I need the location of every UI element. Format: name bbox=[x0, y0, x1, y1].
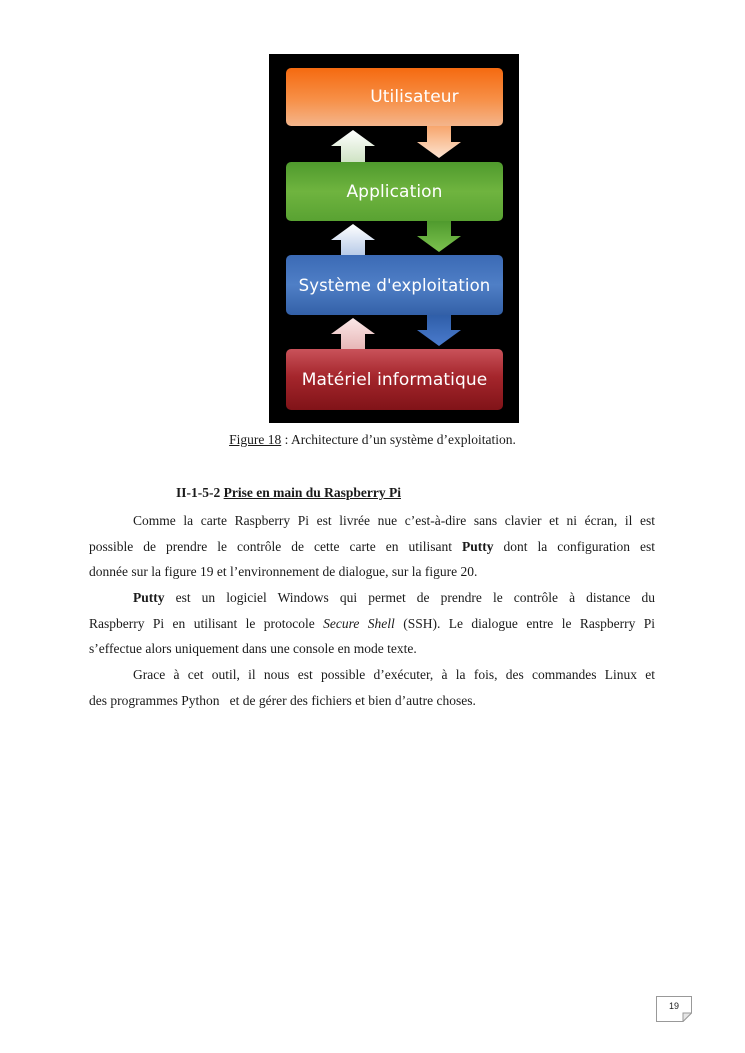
section-title: Prise en main du Raspberry Pi bbox=[223, 485, 401, 500]
caption-text: : Architecture d’un système d’exploitation. bbox=[281, 432, 516, 447]
paragraph-line: s’effectue alors uniquement dans une console en mode texte. bbox=[89, 641, 417, 657]
paragraph-2 bbox=[89, 585, 655, 662]
paragraph-line: possible de prendre le contrôle de cette carte en utilisant Putty dont la configuration est bbox=[89, 538, 656, 554]
section-number: II-1-5-2 bbox=[176, 485, 221, 500]
paragraph-1 bbox=[89, 508, 655, 585]
paragraph-3 bbox=[89, 662, 655, 713]
page-number: 19 bbox=[668, 1001, 679, 1011]
up-arrow-icon bbox=[331, 224, 375, 255]
putty-bold: Putty bbox=[462, 538, 494, 554]
os-architecture-figure bbox=[269, 54, 519, 423]
page-number-box bbox=[656, 996, 692, 1022]
layer-application: Application bbox=[286, 162, 503, 221]
section-heading bbox=[176, 485, 401, 501]
paragraph-line: Grace à cet outil, il nous est possible d’exécuter, à la fois, des commandes Linux et bbox=[133, 667, 655, 682]
layer-materiel-informatique: Matériel informatique bbox=[286, 349, 503, 410]
layer-utilisateur: Utilisateur bbox=[286, 68, 503, 126]
layer-systeme-exploitation: Système d'exploitation bbox=[286, 255, 503, 315]
up-arrow-icon bbox=[331, 130, 375, 162]
figure-caption bbox=[0, 432, 745, 448]
figure-ref: Figure 18 bbox=[229, 432, 282, 447]
down-arrow-icon bbox=[417, 221, 461, 252]
paragraph-line: Raspberry Pi en utilisant le protocole Secure Shell (SSH). Le dialogue entre le Raspberry Pi bbox=[89, 615, 656, 631]
down-arrow-icon bbox=[417, 126, 461, 158]
up-arrow-icon bbox=[331, 318, 375, 349]
paragraph-line: donnée sur la figure 19 et l’environnement de dialogue, sur la figure 20. bbox=[89, 564, 478, 580]
down-arrow-icon bbox=[417, 315, 461, 346]
paragraph-line: des programmes Python et de gérer des fichiers et bien d’autre choses. bbox=[89, 692, 476, 708]
putty-bold: Putty bbox=[133, 590, 165, 605]
secure-shell-italic: Secure Shell bbox=[323, 615, 395, 631]
paragraph-line: Putty est un logiciel Windows qui permet de prendre le contrôle à distance du bbox=[133, 590, 656, 605]
paragraph-line: Comme la carte Raspberry Pi est livrée nue c’est-à-dire sans clavier et ni écran, il est bbox=[133, 513, 655, 528]
